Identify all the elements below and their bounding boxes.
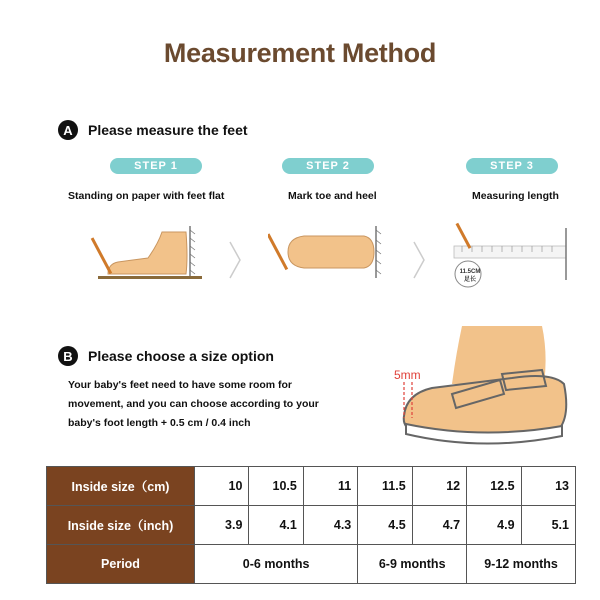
table-cell: 4.5 xyxy=(358,506,412,545)
table-cell: 4.7 xyxy=(412,506,466,545)
shoe-fit-illustration xyxy=(392,324,572,452)
foot-standing-illustration xyxy=(78,222,208,284)
section-b-header xyxy=(58,346,274,366)
table-cell: 12.5 xyxy=(467,467,521,506)
chevron-right-icon xyxy=(228,240,242,280)
table-row xyxy=(47,467,576,506)
section-a-title: Please measure the feet xyxy=(88,122,248,138)
shoe-gap-annotation: 5mm xyxy=(394,368,421,382)
table-cell: 5.1 xyxy=(521,506,575,545)
step-3-caption: Measuring length xyxy=(472,190,559,202)
period-cell: 0-6 months xyxy=(195,545,358,584)
table-cell: 10.5 xyxy=(249,467,303,506)
step-1-pill: STEP 1 xyxy=(110,158,202,174)
page-title: Measurement Method xyxy=(163,38,437,68)
period-cell: 9-12 months xyxy=(467,545,576,584)
step-1-caption: Standing on paper with feet flat xyxy=(68,190,225,202)
period-cell: 6-9 months xyxy=(358,545,467,584)
table-row xyxy=(47,506,576,545)
table-cell: 11 xyxy=(303,467,357,506)
step-2-caption: Mark toe and heel xyxy=(288,190,377,202)
row-header-cm: Inside size（cm) xyxy=(47,467,195,506)
foot-marking-illustration xyxy=(268,222,388,284)
table-cell: 4.9 xyxy=(467,506,521,545)
table-row xyxy=(47,545,576,584)
section-b-description: Your baby's feet need to have some room for movement, and you can choose according to your baby's foot length + 0.5 cm / 0.4 inch xyxy=(68,379,319,429)
table-cell: 11.5 xyxy=(358,467,412,506)
ruler-length-label: 11.5CM xyxy=(459,269,481,275)
table-cell: 13 xyxy=(521,467,575,506)
section-b-badge: B xyxy=(58,346,78,366)
table-cell: 4.3 xyxy=(303,506,357,545)
table-cell: 10 xyxy=(195,467,249,506)
step-3-pill: STEP 3 xyxy=(466,158,558,174)
ruler-magnifier-label xyxy=(456,268,484,284)
section-a-header xyxy=(58,120,248,140)
ruler-sub-label: 足长 xyxy=(463,277,476,283)
row-header-period: Period xyxy=(47,545,195,584)
step-2-pill: STEP 2 xyxy=(282,158,374,174)
table-cell: 3.9 xyxy=(195,506,249,545)
section-a-badge: A xyxy=(58,120,78,140)
chevron-right-icon xyxy=(412,240,426,280)
table-cell: 12 xyxy=(412,467,466,506)
row-header-inch: Inside size（inch) xyxy=(47,506,195,545)
table-cell: 4.1 xyxy=(249,506,303,545)
section-b-title: Please choose a size option xyxy=(88,348,274,364)
size-table xyxy=(46,466,576,584)
